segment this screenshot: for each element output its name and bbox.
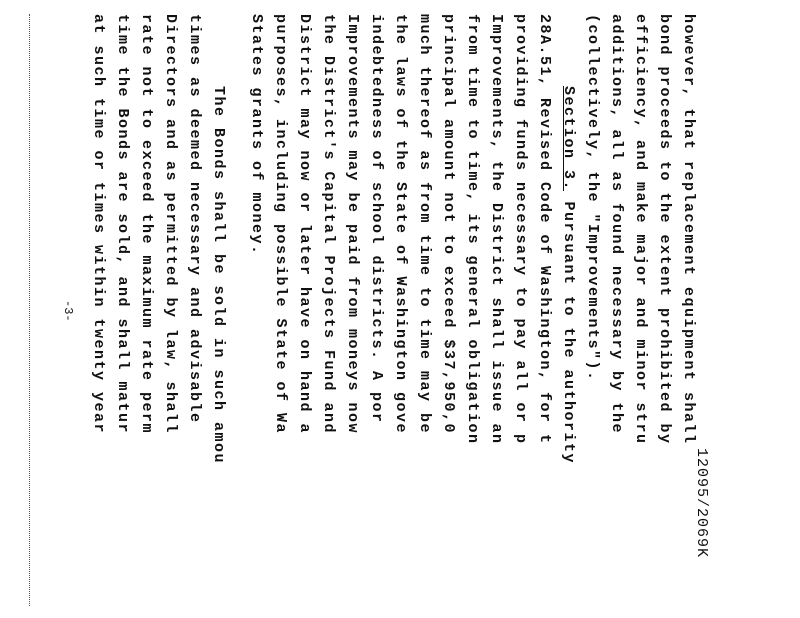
- text-line: Directors and as permitted by law, shall: [162, 14, 179, 435]
- document-id: 12095/2069K: [693, 448, 710, 559]
- text-line: (collectively, the "Improvements").: [584, 14, 601, 382]
- text-line: at such time or times within twenty year: [90, 14, 107, 435]
- text-line: efficiency, and make major and minor stru: [632, 14, 649, 445]
- text-line: principal amount not to exceed $37,950,0: [440, 14, 457, 435]
- text-line: Improvements, the District shall issue an: [488, 14, 505, 445]
- dotted-margin-rule: [29, 14, 30, 606]
- text-line: purposes, including possible State of Wa: [272, 14, 289, 435]
- text-line: bond proceeds to the extent prohibited by: [656, 14, 673, 445]
- text-line: the District's Capital Projects Fund and: [320, 14, 337, 435]
- section-3-label: Section 3.: [560, 86, 577, 192]
- text-line: however, that replacement equipment shall: [680, 14, 697, 445]
- page-number: -3-: [61, 300, 75, 322]
- text-line: time the Bonds are sold, and shall matur: [114, 14, 131, 435]
- text-line: providing funds necessary to pay all or p: [512, 14, 529, 445]
- text-line: rate not to exceed the maximum rate perm: [138, 14, 155, 435]
- text-line: times as deemed necessary and advisable: [186, 14, 203, 424]
- text-line: the laws of the State of Washington gove: [392, 14, 409, 435]
- text-line: Section 3. Pursuant to the authority: [560, 86, 577, 465]
- text-line: The Bonds shall be sold in such amou: [210, 86, 227, 465]
- text-line: 28A.51, Revised Code of Washington, for t: [536, 14, 553, 445]
- text-line: from time to time, its general obligation: [464, 14, 481, 445]
- text-line: much thereof as from time to time may be: [416, 14, 433, 435]
- section-3-heading-line: [560, 86, 577, 464]
- text-line: District may now or later have on hand a: [296, 14, 313, 435]
- text-line: Improvements may be paid from moneys now: [344, 14, 361, 435]
- text-line: additions, all as found necessary by the: [608, 14, 625, 435]
- text-line: indebtedness of school districts. A por: [368, 14, 385, 424]
- text-line: States grants of money.: [248, 14, 265, 256]
